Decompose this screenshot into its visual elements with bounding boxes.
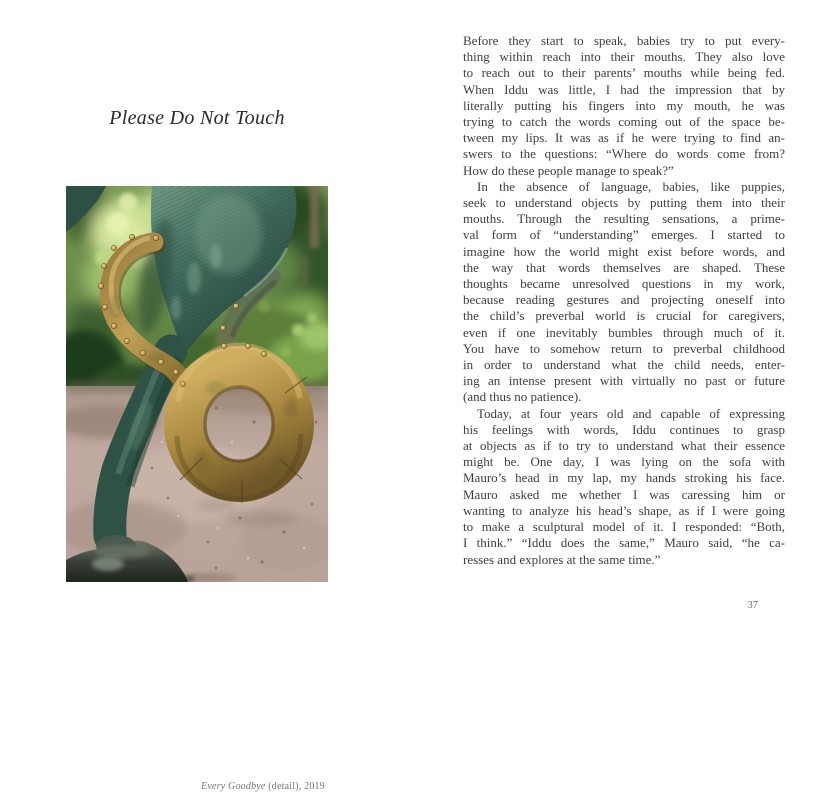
text-line: Mauro asked me whether I was caressing him or bbox=[463, 486, 785, 502]
body-text bbox=[463, 33, 785, 568]
text-line: thing within reach into their mouths. They also love bbox=[463, 49, 785, 65]
text-line: seek to understand objects by putting them into their bbox=[463, 195, 785, 211]
text-line: swers to the questions: “Where do words come from? bbox=[463, 146, 785, 162]
text-line: You have to somehow return to preverbal childhood bbox=[463, 340, 785, 356]
page-title: Please Do Not Touch bbox=[109, 107, 285, 129]
text-line: because reading gestures and projecting oneself into bbox=[463, 292, 785, 308]
text-line: in order to understand what the child needs, enter- bbox=[463, 357, 785, 373]
text-line: ing an intense present with virtually no past or future bbox=[463, 373, 785, 389]
text-line: thoughts became unresolved questions in my work, bbox=[463, 276, 785, 292]
artwork-photo bbox=[66, 186, 328, 792]
sculpture-photo bbox=[66, 186, 328, 582]
text-line: When Iddu was little, I had the impression that by bbox=[463, 81, 785, 97]
text-line: (and thus no patience). bbox=[463, 389, 582, 405]
text-line: wanting to analyze his head’s shape, as if I were going bbox=[463, 502, 785, 518]
text-line: to reach out to their parents’ mouths while being fed. bbox=[463, 65, 785, 81]
text-line: his feelings with words, Iddu continues to grasp bbox=[463, 421, 785, 437]
text-line: How do these people manage to speak?” bbox=[463, 162, 674, 178]
text-line: the child’s preverbal world is crucial for caregivers, bbox=[463, 308, 785, 324]
text-line: tween my lips. It was as if he were trying to find an- bbox=[463, 130, 785, 146]
text-line: resses and explores at the same time.” bbox=[463, 551, 661, 567]
text-line: trying to catch the words coming out of the space be- bbox=[463, 114, 785, 130]
caption-work-title: Every Goodbye bbox=[201, 781, 266, 792]
text-line: Before they start to speak, babies try to put every- bbox=[463, 33, 785, 48]
text-line: mouths. Through the resulting sensations, a prime- bbox=[463, 211, 785, 227]
caption-detail-text: (detail), 2019 bbox=[265, 781, 325, 792]
text-line: the way that words themselves are shaped. These bbox=[463, 259, 785, 275]
text-line: Today, at four years old and capable of expressing bbox=[477, 405, 785, 421]
text-line: imagine how the world might exist before words, and bbox=[463, 243, 785, 259]
text-line: val form of “understanding” emerges. I started to bbox=[463, 227, 785, 243]
text-line: to make a sculptural model of it. I responded: “Both, bbox=[463, 519, 785, 535]
text-line: I think.” “Iddu does the same,” Mauro said, “he ca- bbox=[463, 535, 785, 551]
text-line: might be. One day, I was lying on the sofa with bbox=[463, 454, 785, 470]
text-line: literally putting his fingers into my mouth, he was bbox=[463, 97, 785, 113]
text-line: Mauro’s head in my lap, my hands stroking his face. bbox=[463, 470, 785, 486]
text-line: In the absence of language, babies, like puppies, bbox=[477, 178, 785, 194]
page-number: 37 bbox=[747, 600, 758, 611]
text-line: at objects as if to try to understand what their essence bbox=[463, 438, 785, 454]
text-line: even if one inevitably bumbles through much of it. bbox=[463, 324, 785, 340]
photo-caption bbox=[112, 781, 414, 792]
